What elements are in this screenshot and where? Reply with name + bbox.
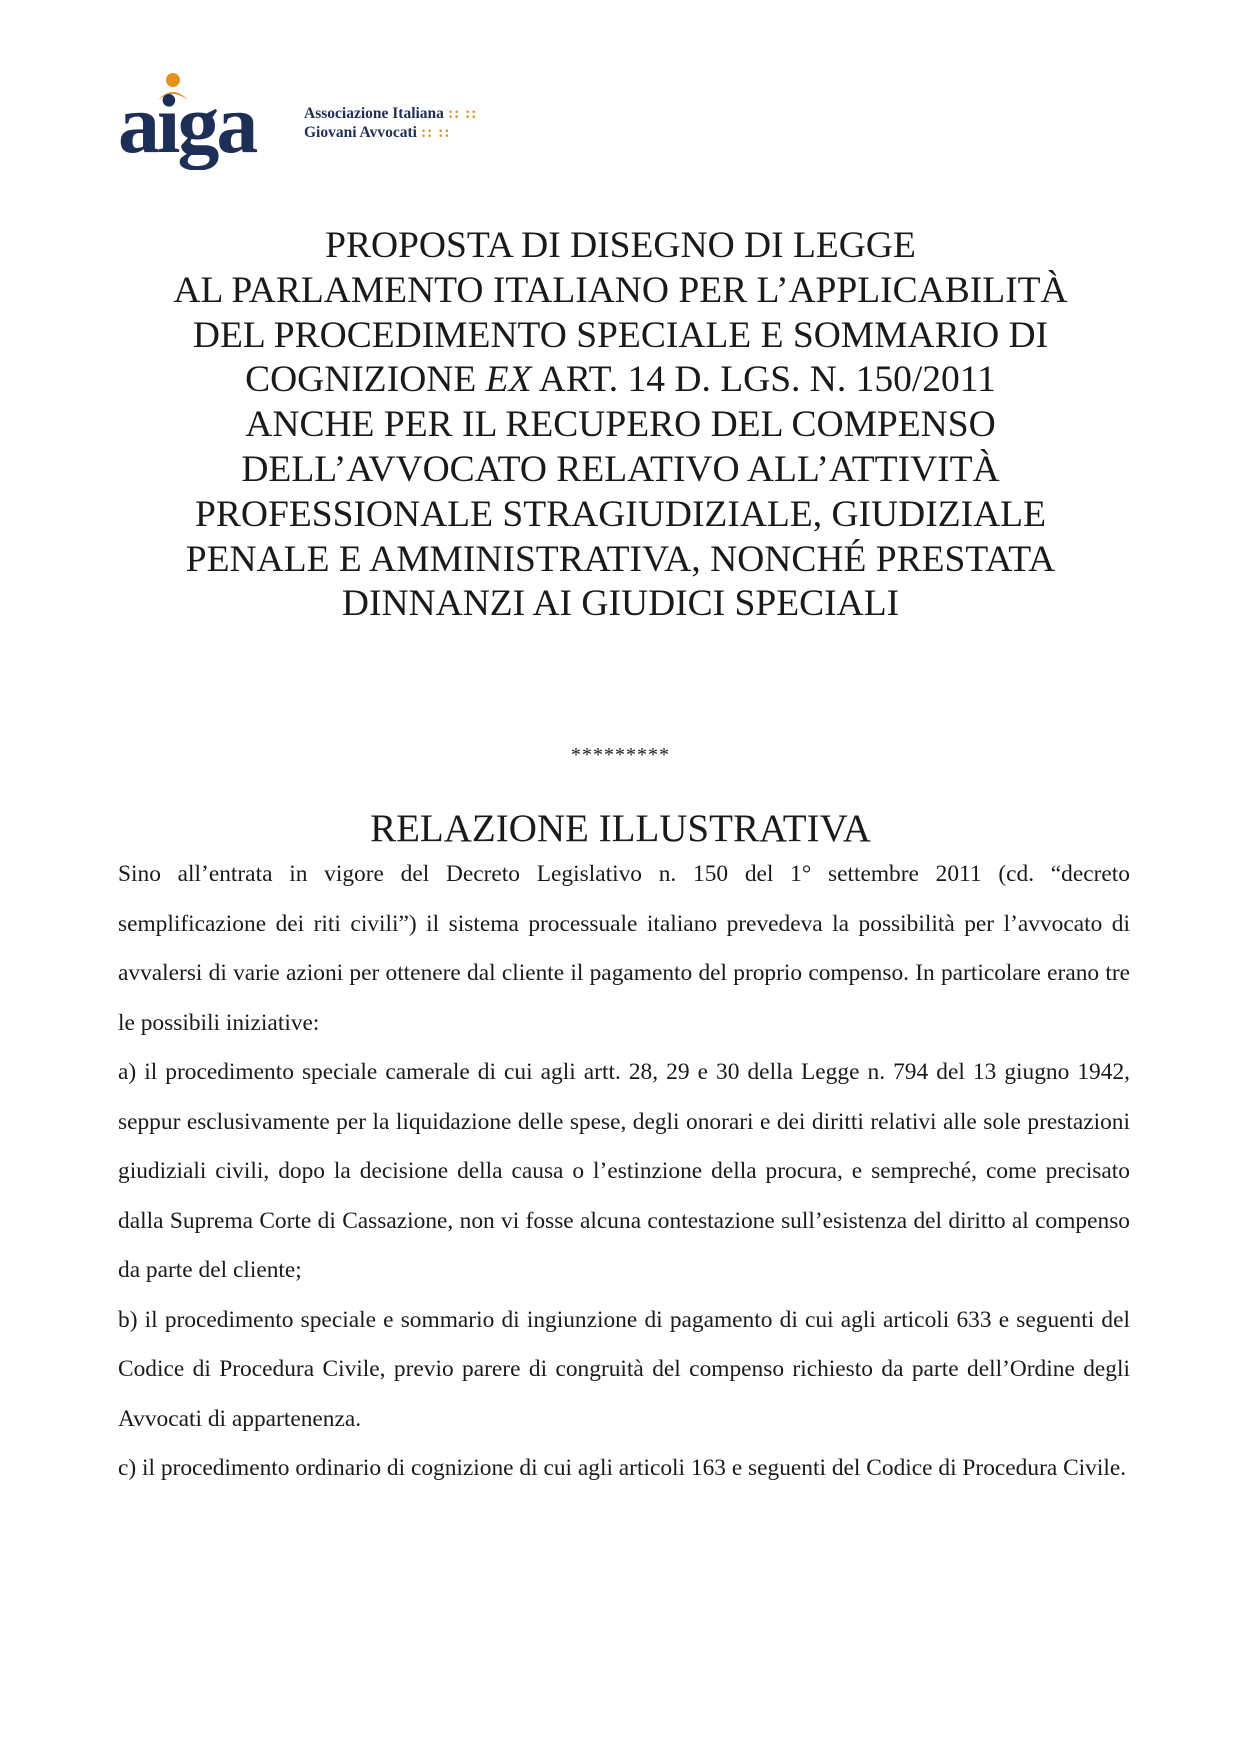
title-line: PROFESSIONALE STRAGIUDIZIALE, GIUDIZIALE <box>195 493 1046 535</box>
dots-decoration-1: :: :: <box>447 105 478 122</box>
title-line-part: ART. 14 D. LGS. N. 150/2011 <box>531 359 996 401</box>
title-line: AL PARLAMENTO ITALIANO PER L’APPLICABILITÀ <box>173 269 1068 311</box>
title-line <box>100 358 1141 403</box>
title-line-italic: EX <box>485 359 532 401</box>
section-title: RELAZIONE ILLUSTRATIVA <box>370 807 871 850</box>
wordmark-text: aiga <box>118 78 256 170</box>
association-line-2: Giovani Avvocati <box>304 124 417 141</box>
separator-asterisks: ********* <box>571 744 670 766</box>
body-paragraph: c) il procedimento ordinario di cognizione di cui agli articoli 163 e seguenti del Codice di Procedura Civile. <box>118 1455 1127 1481</box>
document-title <box>100 224 1141 627</box>
aiga-logo <box>118 70 498 170</box>
association-name <box>304 104 477 142</box>
title-line-part: COGNIZIONE <box>245 359 486 401</box>
document-body <box>118 850 1130 1494</box>
aiga-wordmark-logo <box>118 70 298 170</box>
association-line-1: Associazione Italiana <box>304 105 444 122</box>
title-line: DELL’AVVOCATO RELATIVO ALL’ATTIVITÀ <box>241 448 1000 490</box>
body-paragraph: a) il procedimento speciale camerale di cui agli artt. 28, 29 e 30 della Legge n. 794 del 13 giugno 1942, seppur esclusivamente per la liquidazione delle spese, degli onorari e dei diritti relativi alle sole prestazioni giudiziali civili, dopo la decisione della causa o l’estinzione della procura, e sempreché, come precisato dalla Suprema Corte di Cassazione, non vi fosse alcuna contestazione sull’esistenza del diritto al compenso da parte del cliente; <box>118 1059 1130 1283</box>
body-paragraph: Sino all’entrata in vigore del Decreto Legislativo n. 150 del 1° settembre 2011 (cd. “decreto semplificazione dei riti civili”) il sistema processuale italiano prevedeva la possibilità per l’avvocato di avvalersi di varie azioni per ottenere dal cliente il pagamento del proprio compenso. In particolare erano tre le possibili iniziative: <box>118 861 1130 1036</box>
title-line: PENALE E AMMINISTRATIVA, NONCHÉ PRESTATA <box>185 538 1056 580</box>
dots-decoration-2: :: :: <box>420 124 451 141</box>
title-line: DEL PROCEDIMENTO SPECIALE E SOMMARIO DI <box>192 314 1049 356</box>
title-line: DINNANZI AI GIUDICI SPECIALI <box>341 583 900 625</box>
title-line: PROPOSTA DI DISEGNO DI LEGGE <box>325 225 916 266</box>
title-line: ANCHE PER IL RECUPERO DEL COMPENSO <box>245 404 996 446</box>
body-paragraph: b) il procedimento speciale e sommario di ingiunzione di pagamento di cui agli articoli 633 e seguenti del Codice di Procedura Civile, previo parere di congruità del compenso richiesto da parte dell’Ordine degli Avvocati di appartenenza. <box>118 1306 1130 1432</box>
